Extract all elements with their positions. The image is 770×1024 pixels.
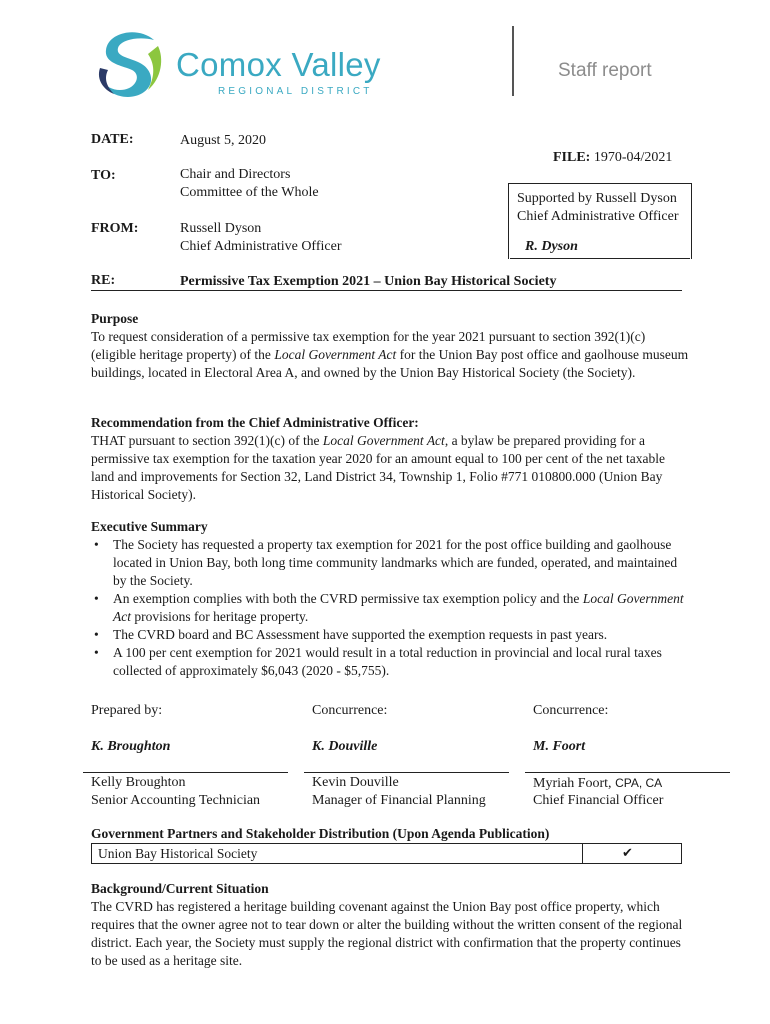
distribution-row-name: Union Bay Historical Society	[98, 846, 258, 861]
background-heading: Background/Current Situation	[91, 881, 269, 896]
concurrence-2-signature-line	[525, 772, 730, 773]
org-name: Comox Valley	[176, 46, 381, 83]
background-text: The CVRD has registered a heritage building covenant against the Union Bay post office property, which requires that the owner agree not to tear down or alter the building without the written consent of the regional district. Each year, the Society must supply the regional district with confirmation that the property continues to be used as a heritage site.	[91, 899, 683, 968]
list-item: • A 100 per cent exemption for 2021 would result in a total reduction in provincial and local rural taxes collected of approximately $6,043 (2020 - $5,755).	[91, 644, 691, 680]
file-value: 1970-04/2021	[593, 150, 673, 165]
bullet2-text-b: provisions for heritage property.	[131, 609, 309, 624]
concurrence-1-signature: K. Douville	[312, 739, 378, 754]
concurrence-1-signature-line	[304, 772, 509, 773]
to-value	[180, 166, 319, 202]
file-number	[553, 150, 672, 166]
purpose-section	[91, 310, 691, 382]
prepared-signature: K. Broughton	[91, 739, 171, 754]
distribution-column-divider	[582, 844, 583, 863]
purpose-act: Local Government Act	[274, 347, 397, 362]
to-label: TO:	[91, 168, 116, 183]
purpose-text-b: for the Union Bay post office and gaolhouse museum buildings, located in Electoral Area A, and owned by the Union Bay Historical Society (the Society).	[91, 347, 689, 380]
prepared-name: Kelly Broughton	[91, 775, 186, 790]
concurrence-2-name-text: Myriah Foort,	[533, 776, 612, 791]
recommendation-act: Local Government Act	[322, 433, 445, 448]
purpose-heading: Purpose	[91, 311, 139, 326]
date-label: DATE:	[91, 132, 134, 147]
prepared-by-column	[91, 702, 261, 808]
recommendation-heading: Recommendation from the Chief Administrative Officer:	[91, 415, 419, 430]
recommendation-text-b: , a bylaw be prepared providing for a permissive tax exemption for the taxation year 2020 for an amount equal to 100 per cent of the net taxable land and improvements for Section 32, Land District 34, Township 1, Folio #771 010800.000 (Union Bay Historical Society).	[91, 433, 665, 502]
prepared-signature-line	[83, 772, 288, 773]
concurrence-2-credentials: CPA, CA	[615, 776, 663, 790]
supported-signature: R. Dyson	[525, 239, 578, 254]
concurrence-2-column	[533, 702, 664, 808]
from-value	[180, 220, 341, 256]
from-line-2: Chief Administrative Officer	[180, 239, 342, 254]
supported-line-2: Chief Administrative Officer	[517, 209, 679, 224]
executive-summary-list	[91, 536, 691, 680]
bullet2-text-a: An exemption complies with both the CVRD permissive tax exemption policy and the	[113, 591, 583, 606]
bullet2-act: Local Government Act	[113, 591, 684, 624]
to-line-1: Chair and Directors	[180, 167, 291, 182]
distribution-table	[91, 843, 682, 864]
supported-line-1: Supported by Russell Dyson	[517, 191, 677, 206]
executive-summary-section	[91, 518, 691, 680]
cvrd-swoosh-icon	[96, 28, 170, 102]
concurrence-1-name: Kevin Douville	[312, 775, 399, 790]
concurrence-1-title: Manager of Financial Planning	[312, 793, 486, 808]
re-underline	[91, 290, 682, 291]
list-item: • The Society has requested a property tax exemption for 2021 for the post office building and gaolhouse located in Union Bay, both long time community landmarks which are funded, operated, and maintained by the Society.	[91, 536, 691, 590]
recommendation-text	[91, 432, 691, 504]
re-label: RE:	[91, 273, 116, 288]
doc-type: Staff report	[558, 60, 652, 81]
concurrence-2-title: Chief Financial Officer	[533, 793, 664, 808]
org-logo	[96, 28, 396, 102]
from-line-1: Russell Dyson	[180, 221, 262, 236]
concurrence-2-role: Concurrence:	[533, 703, 609, 718]
header-divider	[512, 26, 514, 96]
purpose-text	[91, 328, 691, 382]
date-value: August 5, 2020	[180, 133, 266, 148]
concurrence-2-name	[533, 774, 662, 793]
supported-signature-line	[510, 258, 690, 259]
to-line-2: Committee of the Whole	[180, 185, 319, 200]
executive-summary-heading: Executive Summary	[91, 519, 208, 534]
list-item: • The CVRD board and BC Assessment have supported the exemption requests in past years.	[91, 626, 691, 644]
supported-text	[517, 190, 678, 226]
concurrence-1-role: Concurrence:	[312, 703, 388, 718]
from-label: FROM:	[91, 221, 139, 236]
file-label: FILE:	[553, 150, 591, 165]
list-item	[91, 590, 691, 626]
supported-by-box	[508, 183, 692, 259]
purpose-text-a: To request consideration of a permissive tax exemption for the year 2021 pursuant to section 392(1)(c) (eligible heritage property) of the	[91, 329, 646, 362]
recommendation-text-a: THAT pursuant to section 392(1)(c) of the	[91, 433, 323, 448]
checkmark-icon: ✔	[622, 846, 633, 861]
concurrence-2-signature: M. Foort	[533, 739, 586, 754]
recommendation-section	[91, 414, 691, 504]
re-value: Permissive Tax Exemption 2021 – Union Bay Historical Society	[180, 274, 557, 289]
prepared-title: Senior Accounting Technician	[91, 793, 261, 808]
concurrence-1-column	[312, 702, 486, 808]
distribution-heading: Government Partners and Stakeholder Distribution (Upon Agenda Publication)	[91, 826, 550, 841]
background-section	[91, 880, 691, 970]
prepared-role: Prepared by:	[91, 703, 163, 718]
org-subtitle: REGIONAL DISTRICT	[218, 86, 373, 97]
